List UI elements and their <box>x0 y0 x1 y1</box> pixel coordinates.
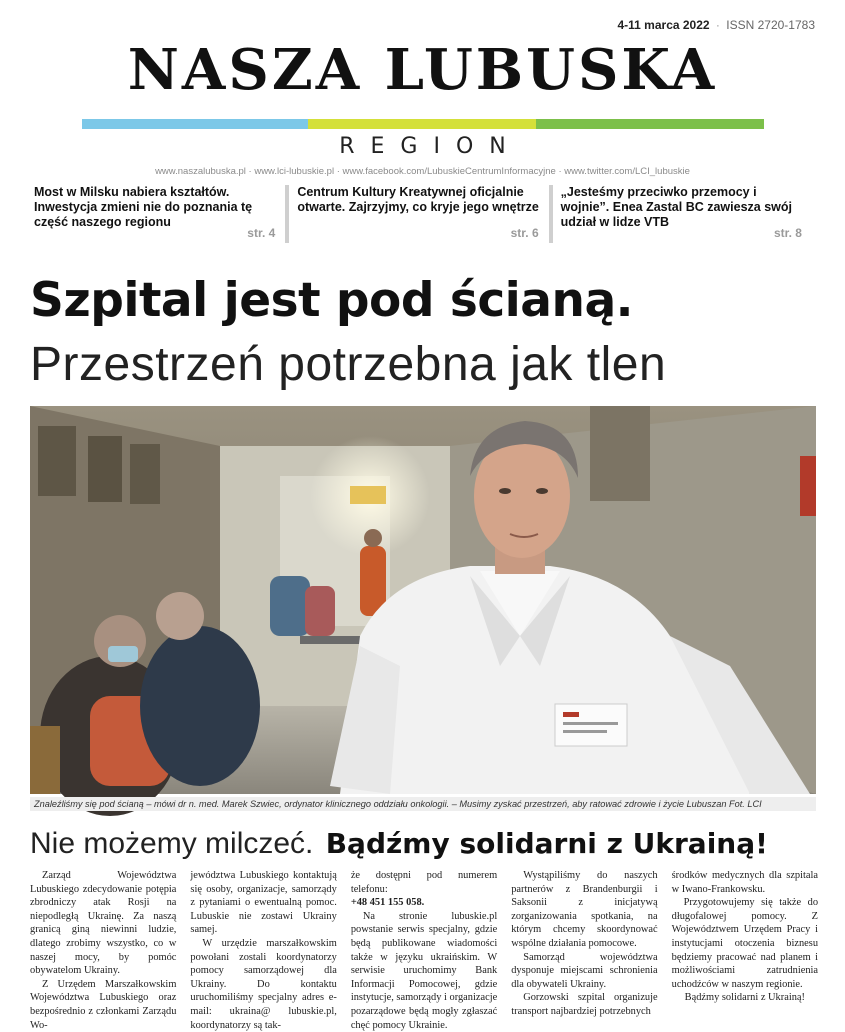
paragraph: Na stronie lubuskie.pl powstanie serwis specjalny, gdzie będą publikowane wiadomości także w języku ukraińskim. W serwisie uruchomimy Bank Informacji Pomocowej, gdzie instytucje, samorządy i organizacje pozarządowe będą mogły zgłaszać chęć pomocy Ukrainie. <box>350 910 498 1031</box>
article-column <box>511 869 657 1019</box>
section-heading-light: Nie możemy milczeć. <box>30 827 314 860</box>
masthead-subtitle: REGION <box>339 134 522 159</box>
article-column <box>190 869 337 1031</box>
lead-photo <box>30 406 816 794</box>
article-column <box>30 869 177 1031</box>
issn: ISSN 2720-1783 <box>726 18 815 32</box>
web-links: www.naszalubuska.pl · www.lci-lubuskie.pl · www.facebook.com/LubuskieCentrumInformacyjne · www.twitter.com/LCI_lubuskie <box>155 166 690 177</box>
photo-caption: Znaleźliśmy się pod ścianą – mówi dr n. med. Marek Szwiec, ordynator klinicznego oddziału onkologii. – Musimy zyskać przestrzeń, aby ratować zdrowie i życie Lubuszan Fot. LCI <box>30 797 816 811</box>
paragraph: Gorzowski szpital organizuje transport najbardziej potrzebnych <box>511 992 658 1017</box>
teaser-page: str. 8 <box>773 226 802 240</box>
phone-number: +48 451 155 058. <box>350 897 425 909</box>
article-columns <box>30 869 819 1031</box>
masthead-stripe-green <box>536 119 764 129</box>
teaser-page: str. 6 <box>510 226 539 240</box>
paragraph: Zarząd Województwa Lubuskiego zdecydowanie potępia zbrodniczy atak Rosji na niepodległą Ukrainę. Za naszą granicą giną niewinni ludzie, dlatego zrobimy wszystko, co w naszej mocy, by pomóc obywatelom Ukrainy. <box>30 870 177 977</box>
teaser-item[interactable] <box>30 183 289 245</box>
masthead-title: NASZA LUBUSKA <box>127 37 718 103</box>
main-subheadline: Przestrzeń potrzebna jak tlen <box>30 338 667 391</box>
masthead-stripe-yellow <box>308 119 536 129</box>
teaser-text: „Jesteśmy przeciwko przemocy i wojnie”. Enea Zastal BC zawiesza swój udział w lidze VTB <box>560 185 792 229</box>
paragraph: że dostępni pod numerem telefonu: <box>350 870 498 895</box>
issue-date: 4-11 marca 2022 <box>617 18 710 32</box>
issue-info <box>617 18 815 32</box>
paragraph: Samorząd województwa dysponuje miejscami schronienia dla obywateli Ukrainy. <box>511 951 658 990</box>
teaser-item[interactable] <box>289 183 552 245</box>
teaser-bar <box>30 183 816 245</box>
paragraph: jewództwa Lubuskiego kontaktują się osoby, organizacje, samorządy z pytaniami o ewentualną pomoc. Lubuskie nie zostawi Ukrainy samej. <box>190 870 337 936</box>
teaser-text: Most w Milsku nabiera kształtów. Inwestycja zmieni nie do poznania tę część naszego regionu <box>34 185 253 229</box>
masthead-stripe-blue <box>82 119 308 129</box>
paragraph: Przygotowujemy się także do długofalowej pomocy. Z Województwem Urzędem Pracy i instytucjami otoczenia biznesu będziemy pracować nad planem i możliwościami zatrudnienia uchodźców w naszym regionie. <box>671 897 819 990</box>
article-column <box>672 869 818 1019</box>
section-heading-bold: Bądźmy solidarni z Ukrainą! <box>325 827 768 860</box>
lead-photo-illustration <box>30 406 816 794</box>
teaser-item[interactable] <box>553 183 816 245</box>
section-heading <box>30 826 820 862</box>
paragraph: środków medycznych dla szpitala w Iwano-Frankowsku. <box>671 870 819 895</box>
article-column <box>350 869 498 1031</box>
teaser-text: Centrum Kultury Kreatywnej oficjalnie otwarte. Zajrzyjmy, co kryje jego wnętrze <box>297 185 539 214</box>
paragraph: W urzędzie marszałkowskim powołani zostali koordynatorzy pomocy samorządowej dla Ukrainy. Do kontaktu uruchomiliśmy specjalny adres e-mail: ukraina@ lubuskie.pl, koordynatorzy są tak- <box>190 937 337 1031</box>
main-headline: Szpital jest pod ścianą. <box>30 273 634 328</box>
issue-separator: · <box>715 18 720 32</box>
paragraph: Wystąpiliśmy do naszych partnerów z Brandenburgii i Saksonii z inicjatywą zorganizowania spotkania, na którym chcemy skoordynować wspólne działania pomocowe. <box>511 870 658 949</box>
closing-line: Bądźmy solidarni z Ukrainą! <box>684 992 805 1004</box>
teaser-page: str. 4 <box>247 226 276 240</box>
paragraph: Z Urzędem Marszałkowskim Województwa Lubuskiego oraz bezpośrednio z członkami Zarządu Wo- <box>30 978 177 1031</box>
